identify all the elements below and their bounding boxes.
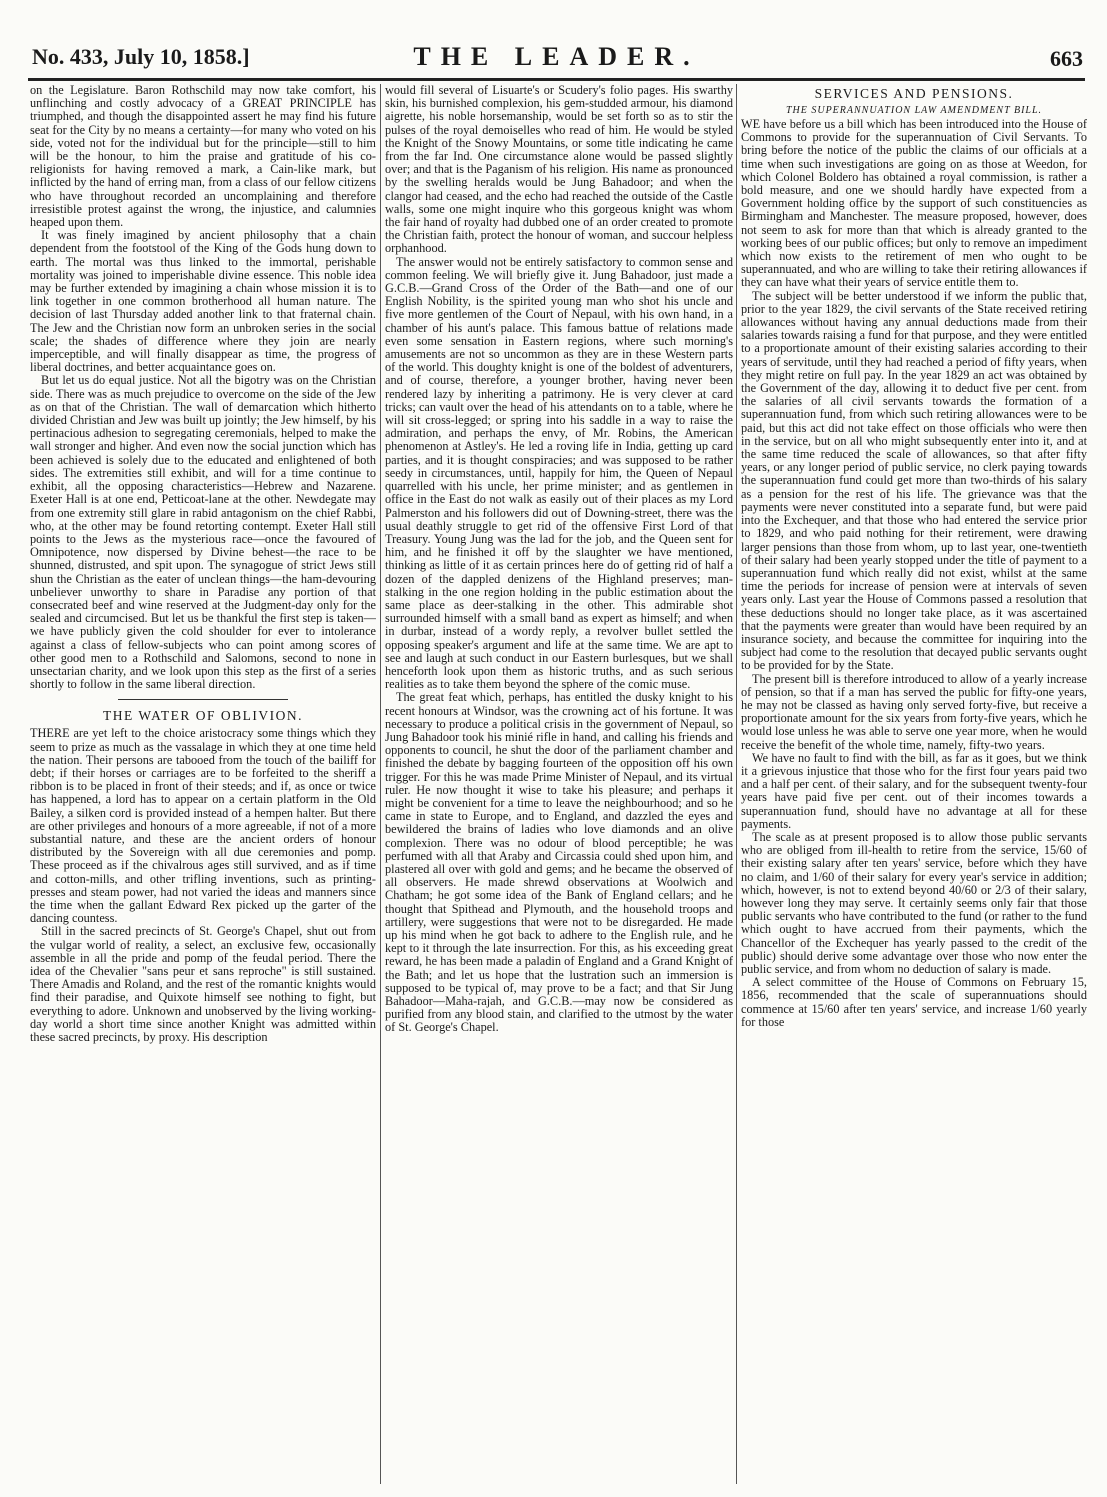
column-divider-1 xyxy=(380,84,381,1484)
page-number: 663 xyxy=(1050,46,1083,71)
paragraph: The great feat which, perhaps, has entitled the dusky knight to his recent honours at Windsor, was the crowning act of his fortune. It was necessary to produce a political crisis in the government of Nepaul, so Jung Bahadoor took his minié rifle in hand, and calling his friends and opponents to council, he shut the door of the parliament chamber and finished the debate by bagging fourteen of the opposition off his own trigger. For this he was made Prime Minister of Nepaul, and its virtual ruler. He now thought it wise to take his pleasure; and perhaps it might be convenient for a time to leave the neighbourhood; and so he came in state to Europe, and to England, and dazzled the eyes and bewildered the brains of ladies who love diamonds and an olive complexion. There was no odour of blood perceptible; he was perfumed with all that Araby and Circassia could shed upon him, and plastered all over with gold and gems; and he became the observed of all observers. He made shrewd observations at Woolwich and Chatham; he got some idea of the Bank of England cellars; and he thought that Spithead and Plymouth, and the household troops and artillery, were suggestions that were not to be disregarded. He made up his mind when he got back to adhere to the English rule, and he kept to it through the late insurrection. For this, as his exceeding great reward, he has been made a paladin of England and a Grand Knight of the Bath; and let us hope that the lustration such an immersion is supposed to be typical of, may prove to be a fact; and that Sir Jung Bahadoor—Maha-rajah, and G.C.B.—may now be considered as purified from any blood stain, and clarified to the utmost by the water of St. George's Chapel. xyxy=(385,690,733,1035)
paragraph: The subject will be better understood if we inform the public that, prior to the year 1829, the civil servants of the State received retiring allowances without having any annual deductions made from their salaries towards raising a fund for that purpose, and they were entitled to a proportionate amount of their existing salaries according to their years of servitude, until they had reached a period of fifty years, when they might retire on full pay. In the year 1829 an act was obtained by the Government of the day, allowing it to deduct five per cent. from the salaries of all civil servants towards the formation of a superannuation fund, from which such retiring allowances were to be paid, but this act did not take effect on those officials who were then in the service, but on all who might subsequently enter into it, and at the same time reduced the scale of allowances, so that after fifty years, or any longer period of public service, no clerk paying towards the superannuation fund could get more than two-thirds of his salary as a pension for the rest of his life. The grievance was that the payments were never constituted into a separate fund, but were paid into the Exchequer, and that those who had entered the service prior to 1829, and who paid nothing for their retirement, were drawing larger pensions than those from whom, up to last year, one-twentieth of their salary had been yearly stopped under the title of payment to a superannuation fund which really did not exist, whilst at the same time the periods for increase of pension were at intervals of seven years only. Last year the House of Commons passed a resolution that these deductions should no longer take place, as it was ascertained that the payments were greater than would have been required by an insurance society, and because the committee for inquiring into the subject had come to the resolution that decayed public servants ought to be provided for by the State. xyxy=(741,288,1087,673)
article-title: THE WATER OF OBLIVION. xyxy=(103,708,303,724)
column-2 xyxy=(385,84,733,1459)
paragraph: WE have before us a bill which has been introduced into the House of Commons to provide for the superannuation of Civil Servants. To bring before the notice of the public the claims of our officials at a time when such investigations are going on as those at Weedon, for which Colonel Boldero has obtained a royal commission, is rather a bold measure, and one we should hardly have expected from a Government holding office by the support of such constituencies as Birmingham and Manchester. The measure proposed, however, does not seem to ask for more than that which is already granted to the working bees of our public offices; but only to remove an impediment which now exists to the retirement of men who ought to be superannuated, and who are willing to take their retiring allowances if they can have what their years of service entitle them to. xyxy=(741,117,1087,290)
paragraph: Still in the sacred precincts of St. George's Chapel, shut out from the vulgar world of reality, a select, an exclusive few, occasionally assemble in all the pride and pomp of the feudal period. There the idea of the Chevalier "sans peur et sans reproche" is still sustained. There Amadis and Roland, and the rest of the romantic knights would find their paradise, and Quixote himself see nothing to fight, but everything to adore. Unknown and unobserved by the living working-day world a short time since another Knight was admitted within these sacred precincts, by proxy. His description xyxy=(30,924,376,1045)
masthead xyxy=(28,42,1085,76)
paragraph: on the Legislature. Baron Rothschild may now take comfort, his unflinching and costly advocacy of a GREAT PRINCIPLE has triumphed, and though the disappointed assert he may find his future seat for the City by no means a certainty—for many who voted on his side, voted not for the individual but for the principle—still to him will be the honour, to him the praise and gratitude of his co-religionists for having removed a mark, a Cain-like mark, but inflicted by the hand of erring man, from a class of our fellow citizens who have throughout recorded an uncomplaining and therefore irresistible protest against the wrong, the injustice, and calumnies heaped upon them. xyxy=(30,84,376,230)
column-divider-2 xyxy=(736,84,737,1484)
paragraph: The present bill is therefore introduced to allow of a yearly increase of pension, so that if a man has served the public for fifty-one years, he may not be classed as having only served forty-five, but receive a proportionate amount for the six years from forty-five years, which he would lose unless he was able to serve one year more, when he would receive the benefit of the whole time, namely, fifty-two years. xyxy=(741,671,1087,752)
column-3 xyxy=(741,84,1087,1494)
paragraph: would fill several of Lisuarte's or Scudery's folio pages. His swarthy skin, his burnished complexion, his gem-studded armour, his diamond aigrette, his noble horsemanship, would be set forth so as to stir the pulses of the royal demoiselles who read of him. He would be styled the Knight of the Snowy Mountains, or some title indicating he came from the far Ind. One circumstance alone would be passed slightly over; and that is the Paganism of his religion. His name as pronounced by the swelling heralds would be Jung Bahadoor; and when the clangor had ceased, and the echo had reached the outside of the Castle walls, some one might inquire who this gorgeous knight was whom the fair hand of royalty had dubbed one of an order created to promote the Christian faith, protect the honour of woman, and succour helpless orphanhood. xyxy=(385,84,733,256)
column-1 xyxy=(30,84,376,1489)
article-title: SERVICES AND PENSIONS. xyxy=(814,86,1014,101)
newspaper-title: THE LEADER. xyxy=(413,42,700,71)
paragraph: It was finely imagined by ancient philosophy that a chain dependent from the footstool of the King of the Gods hung down to earth. The mortal was thus linked to the immortal, perishable mortality was joined to imperishable divine essence. This noble idea may be further extended by imagining a chain whose mission it is to link together in one common brotherhood all human nature. The decision of last Thursday added another link to that fraternal chain. The Jew and the Christian now form an unbroken series in the social scale; the shades of difference where they join are nearly imperceptible, and will finally disappear as time, the progress of liberal doctrines, and better acquaintance goes on. xyxy=(30,228,376,375)
paragraph: The scale as at present proposed is to allow those public servants who are obliged from ill-health to retire from the service, 15/60 of their existing salary after ten years' service, before which they have no claim, and 1/60 of their salary for every year's service in addition; which, however, is not to extend beyond 40/60 or 2/3 of their salary, however long they may serve. It certainly seems only fair that those public servants who have contributed to the fund (or rather to the fund which ought to have accrued from their payments, which the Chancellor of the Exchequer has yearly passed to the credit of the public) should derive some advantage over those who now enter the public service, and from whom no deduction of salary is made. xyxy=(741,829,1087,976)
paragraph: But let us do equal justice. Not all the bigotry was on the Christian side. There was as much prejudice to overcome on the side of the Jew as on that of the Christian. The wall of demarcation which hitherto divided Christian and Jew was built up jointly; the Jew himself, by his pertinacious adhesion to segregating ceremonials, helped to make the wall stronger and higher. And even now the social junction which has been achieved is solely due to the educated and enlightened of both sides. The extremities still exhibit, and will for a time continue to exhibit, all the opposing characteristics—Hebrew and Nazarene. Exeter Hall is at one end, Petticoat-lane at the other. Newdegate may from one extremity still glare in rabid antagonism on the chief Rabbi, who, at the other may be found retorting contempt. Exeter Hall still points to the Jews as the mysterious race—once the favoured of Omnipotence, now dispersed by Divine behest—the race to be shunned, distrusted, and spit upon. The synagogue of strict Jews still shun the Christian as the eater of unclean things—the ham-devouring unbeliever unworthy to share in Paradise any portion of that consecrated beef and wine reserved at the Judgment-day only for the sealed and circumcised. But let us be thankful the first step is taken—we have publicly given the cold shoulder for ever to intolerance against a class of fellow-subjects who can point among scores of other good men to a Rothschild and Salomons, second to none in unsectarian charity, and we look upon this step as the first of a series shortly to follow in the same liberal direction. xyxy=(30,373,376,692)
header-rule xyxy=(28,78,1085,81)
paragraph: THERE are yet left to the choice aristocracy some things which they seem to prize as much as the vassalage in which they at one time held the nation. Their persons are tabooed from the touch of the bailiff for debt; if their horses or carriages are to be forfeited to the sheriff a ribbon is to be placed in front of their steeds; and if, as once or twice has happened, a lord has to appear on a certain platform in the Old Bailey, a silken cord is provided instead of a hempen halter. But there are other privileges and honours of a more agreeable, if not of a more substantial nature, and these are the ancient orders of honour distributed by the Sovereign with all due ceremonies and pomp. These proceed as if the chivalrous ages still survived, and as if time and cotton-mills, and other trifling inventions, such as printing-presses and steam power, had not varied the ideas and manners since the time when the gallant Edward Rex picked up the garter of the dancing countess. xyxy=(30,726,376,926)
paragraph: A select committee of the House of Commons on February 15, 1856, recommended that the scale of superannuations should commence at 15/60 after ten years' service, and increase 1/60 yearly for those xyxy=(741,975,1087,1029)
paragraph: We have no fault to find with the bill, as far as it goes, but we think it a grievous injustice that those who for the first four years paid two and a half per cent. of their salary, and for the subsequent twenty-four years have paid five per cent. out of their incomes towards a superannuation fund, should have no advantage at all for these payments. xyxy=(741,750,1087,831)
paragraph: The answer would not be entirely satisfactory to common sense and common feeling. We will briefly give it. Jung Bahadoor, just made a G.C.B.—Grand Cross of the Order of the Bath—and one of our English Nobility, is the spirited young man who shot his uncle and five more gentlemen of the Court of Nepaul, with his own hand, in a chamber of his aunt's palace. This famous battue of relations made even some sensation in Eastern regions, where such morning's amusements are not so uncommon as they are in these Western parts of the world. This doughty knight is one of the boldest of adventurers, and of course, therefore, a younger brother, having never been rendered lazy by inheriting a patrimony. He is very clever at card tricks; can vault over the head of his attendants on to a table, where he will sit cross-legged; or spring into his saddle in a way to raise the admiration, and perhaps the envy, of Mr. Robins, the American phenomenon at Astley's. He led a roving life in India, getting up card parties, and it is thought conspiracies; and was supposed to be rather seedy in circumstances, until, happily for him, the Queen of Nepaul quarrelled with his uncle, her prime minister; and as gentlemen in office in the East do not walk as easily out of their places as my Lord Palmerston and his followers did out of Downing-street, there was the usual deathly struggle to get rid of the offensive First Lord of that Treasury. Young Jung was the lad for the job, and the Queen sent for him, and he finished it off by the slaughter we have mentioned, thinking as little of it as certain princes here do of getting rid of half a dozen of the dappled denizens of the Highland preserves; man-stalking in the one region holding in the public estimation about the same place as deer-stalking in the other. This admirable shot surrounded himself with a small band as expert as himself; and when in durbar, instead of a wordy reply, a revolver bullet settled the opposing speaker's argument and life at the same time. We are apt to see and laugh at such conduct in our Eastern burlesques, but we shall henceforth look upon them as historic truths, and as such serious realities as to take them beyond the sphere of the comic muse. xyxy=(385,254,733,692)
issue-date: No. 433, July 10, 1858.] xyxy=(32,44,250,69)
article-subtitle: THE SUPERANNUATION LAW AMENDMENT BILL. xyxy=(785,105,1043,116)
article-separator xyxy=(118,699,288,700)
